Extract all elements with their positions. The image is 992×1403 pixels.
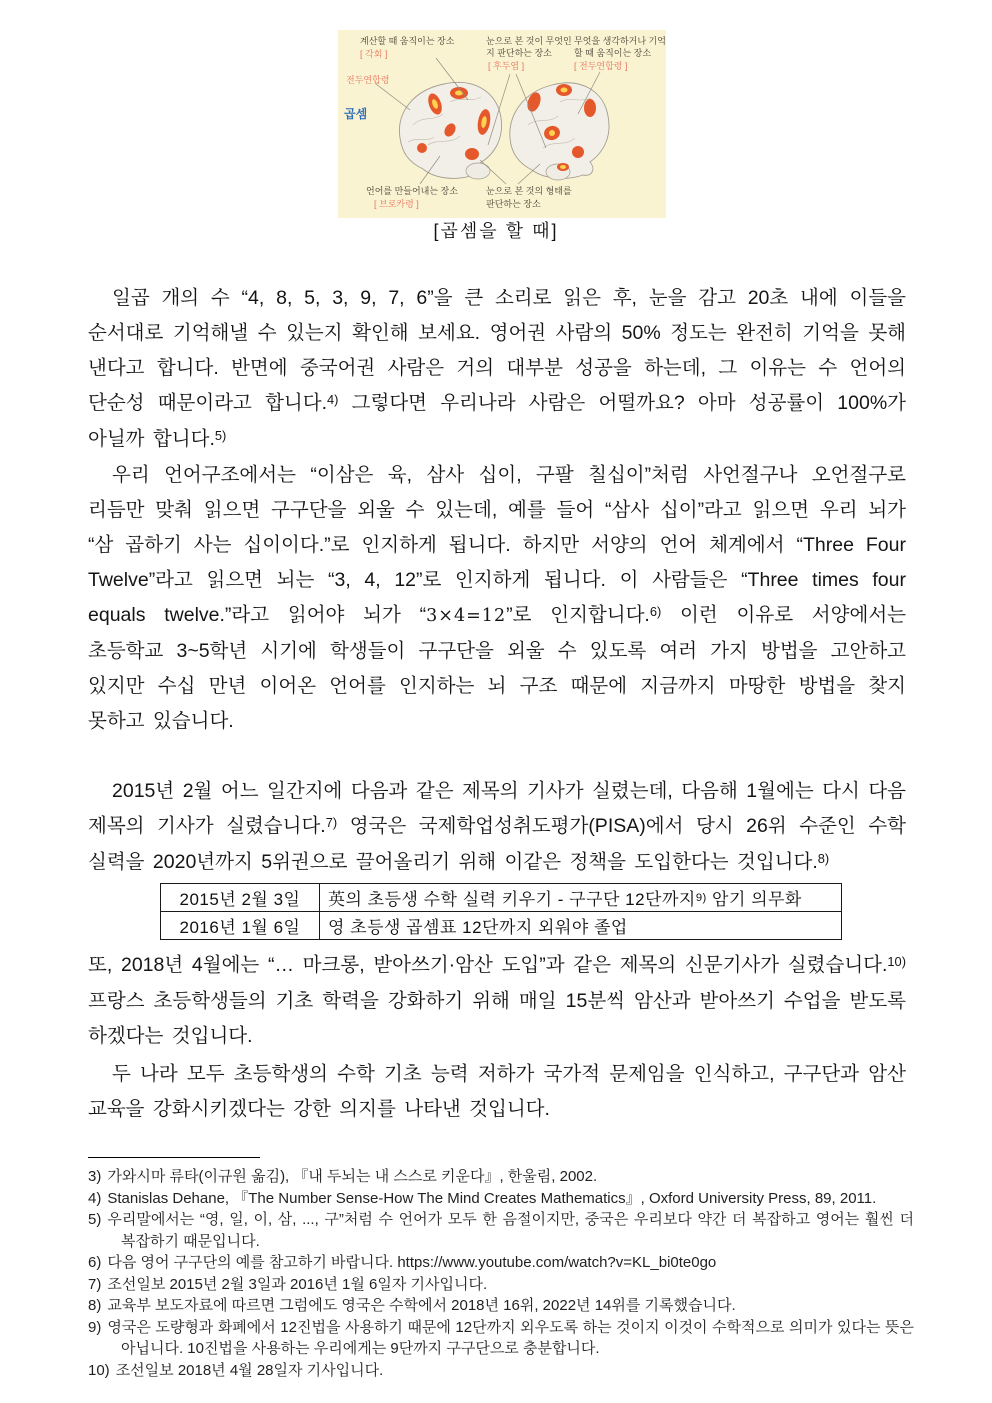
footnote-marker: 5) xyxy=(88,1211,102,1228)
figure-label-visual-shape-2: 판단하는 장소 xyxy=(486,199,541,209)
footnote-3 xyxy=(88,1166,914,1188)
paragraph-memory-test: 일곱 개의 수 “4, 8, 5, 3, 9, 7, 6”을 큰 소리로 읽은 후, 눈을 감고 20초 내에 이들을 순서대로 기억해낼 수 있는지 확인해 보세요. 영어권 사람의 50% 정도는 완전히 기억을 못해 낸다고 합니다. 반면에 중국어권 사람은 거의 대부분 성공을 하는데, 그 이유는 수 언어의 단순성 때문이라고 합니다.$^{4)}$ 그렇다면 우리나라 사람은 어떨까요? 아마 성공률이 100%가 아닐까 합니다.$^{5)}$ xyxy=(88,287,906,450)
table-cell-date: 2016년 1월 6일 xyxy=(161,912,320,940)
table-cell-headline: 英의 초등생 수학 실력 키우기 - 구구단 12단까지$^{9)}$ 암기 의무화 xyxy=(320,884,842,912)
figure-label-memory-region: [ 전두연합령 ] xyxy=(574,61,628,71)
footnote-marker: 8) xyxy=(88,1297,102,1314)
figure-label-multiplication: 곱셈 xyxy=(344,107,368,121)
figure-label-memory-2: 할 때 움직이는 장소 xyxy=(574,48,652,58)
footnote-text: 조선일보 2018년 4월 28일자 기사입니다. xyxy=(115,1361,384,1379)
paragraph-france: 또, 2018년 4월에는 “… 마크롱, 받아쓰기·암산 도입”과 같은 제목의 신문기사가 실렸습니다.$^{10)}$ 프랑스 초등학생들의 기초 학력을 강화하기 위해 매일 15분씩 암산과 받아쓰기 수업을 받도록 하겠다는 것입니다. xyxy=(88,954,906,1047)
table-cell-headline: 영 초등생 곱셈표 12단까지 외워야 졸업 xyxy=(320,912,842,940)
figure-label-visual-what-1: 눈으로 본 것이 무엇인 xyxy=(486,36,572,46)
table-row-2015 xyxy=(161,884,842,912)
figure-caption: [곱셈을 할 때] xyxy=(433,221,559,241)
footnote-4 xyxy=(88,1188,914,1210)
paragraph-conclusion: 두 나라 모두 초등학생의 수학 기초 능력 저하가 국가적 문제임을 인식하고, 구구단과 암산 교육을 강화시키겠다는 강한 의지를 나타낸 것입니다. xyxy=(88,1063,906,1120)
brain-figure xyxy=(338,30,666,218)
footnote-6 xyxy=(88,1252,914,1274)
paragraph-uk-articles: 2015년 2월 어느 일간지에 다음과 같은 제목의 기사가 실렸는데, 다음해 1월에는 다시 다음 제목의 기사가 실렸습니다.$^{7)}$ 영국은 국제학업성취도평가(PISA)에서 당시 26위 수준인 수학 실력을 2020년까지 5위권으로 끌어올리기 위해 이같은 정책을 도입한다는 것입니다.$^{8)}$ xyxy=(88,780,906,873)
figure-label-memory-1: 무엇을 생각하거나 기억 xyxy=(574,36,666,46)
footnote-marker: 4) xyxy=(88,1189,102,1207)
figure-label-language-region: [ 브로카령 ] xyxy=(374,199,419,209)
figure-label-calc-region: [ 각회 ] xyxy=(360,49,388,59)
figure-label-calc: 계산할 때 움직이는 장소 xyxy=(360,36,455,46)
footnote-text: 가와시마 류타(이규원 옮김), 『내 두뇌는 내 스스로 키운다』, 한울림, 2002. xyxy=(107,1168,598,1185)
footnote-7 xyxy=(88,1274,914,1296)
table-row-2016 xyxy=(161,912,842,940)
footnote-marker: 9) xyxy=(88,1318,102,1336)
figure-label-visual-shape-1: 눈으로 본 것의 형태를 xyxy=(486,186,572,196)
footnotes xyxy=(88,1166,914,1381)
footnote-text: 조선일보 2015년 2월 3일과 2016년 1월 6일자 기사입니다. xyxy=(107,1275,488,1293)
footnote-marker: 7) xyxy=(88,1275,102,1293)
figure-label-visual-what-2: 지 판단하는 장소 xyxy=(486,48,552,58)
footnote-10 xyxy=(88,1360,914,1382)
footnote-text: Stanislas Dehane, 『The Number Sense-How The Mind Creates Mathematics』, Oxford University Press, 89, 2011. xyxy=(107,1189,877,1207)
document-body xyxy=(88,281,906,1127)
figure-label-language: 언어를 만들어내는 장소 xyxy=(366,186,458,196)
footnote-marker: 3) xyxy=(88,1168,102,1185)
paragraph-language-structure: 우리 언어구조에서는 “이삼은 육, 삼사 십이, 구팔 칠십이”처럼 사언절구나 오언절구로 리듬만 맞춰 읽으면 구구단을 외울 수 있는데, 예를 들어 “삼사 십이”라고 읽으면 우리 뇌가 “삼 곱하기 사는 십이이다.”로 인지하게 됩니다. 하지만 서양의 언어 체계에서 “Three Four Twelve”라고 읽으면 뇌는 “3, 4, 12”로 인지하게 됩니다. 이 사람들은 “Three times four equals twelve.”라고 읽어야 뇌가 “3×4=12”로 인지합니다.$^{6)}$ 이런 이유로 서양에서는 초등학교 3~5학년 시기에 학생들이 구구단을 외울 수 있도록 여러 가지 방법을 고안하고 있지만 수십 만년 이어온 언어를 인지하는 뇌 구조 때문에 지금까지 마땅한 방법을 찾지 못하고 있습니다. xyxy=(88,464,906,732)
footnote-8 xyxy=(88,1295,914,1317)
figure-label-visual-what-region: [ 후두엽 ] xyxy=(488,61,525,71)
table-cell-date: 2015년 2월 3일 xyxy=(161,884,320,912)
footnote-text: 교육부 보도자료에 따르면 그럼에도 영국은 수학에서 2018년 16위, 2022년 14위를 기록했습니다. xyxy=(107,1297,736,1314)
footnote-9 xyxy=(88,1317,914,1360)
footnote-text: 영국은 도량형과 화폐에서 12진법을 사용하기 때문에 12단까지 외우도록 하는 것이지 이것이 수학적으로 의미가 있다는 뜻은 아닙니다. 10진법을 사용하는 우리에게는 9단까지 구구단으로 충분합니다. xyxy=(107,1318,914,1357)
footnote-marker: 10) xyxy=(88,1361,110,1379)
figure-label-frontal-left: 전두연합령 xyxy=(346,75,390,85)
footnote-text: 다음 영어 구구단의 예를 참고하기 바랍니다. https://www.youtube.com/watch?v=KL_bi0te0go xyxy=(107,1254,717,1271)
footnote-marker: 6) xyxy=(88,1254,102,1271)
news-headline-table xyxy=(160,883,842,940)
footnote-text: 우리말에서는 “영, 일, 이, 삼, ..., 구”처럼 수 언어가 모두 한 음절이지만, 중국은 우리보다 약간 더 복잡하고 영어는 훨씬 더 복잡하기 때문입니다. xyxy=(107,1211,914,1250)
footnote-separator xyxy=(88,1157,260,1158)
footnote-5 xyxy=(88,1209,914,1252)
